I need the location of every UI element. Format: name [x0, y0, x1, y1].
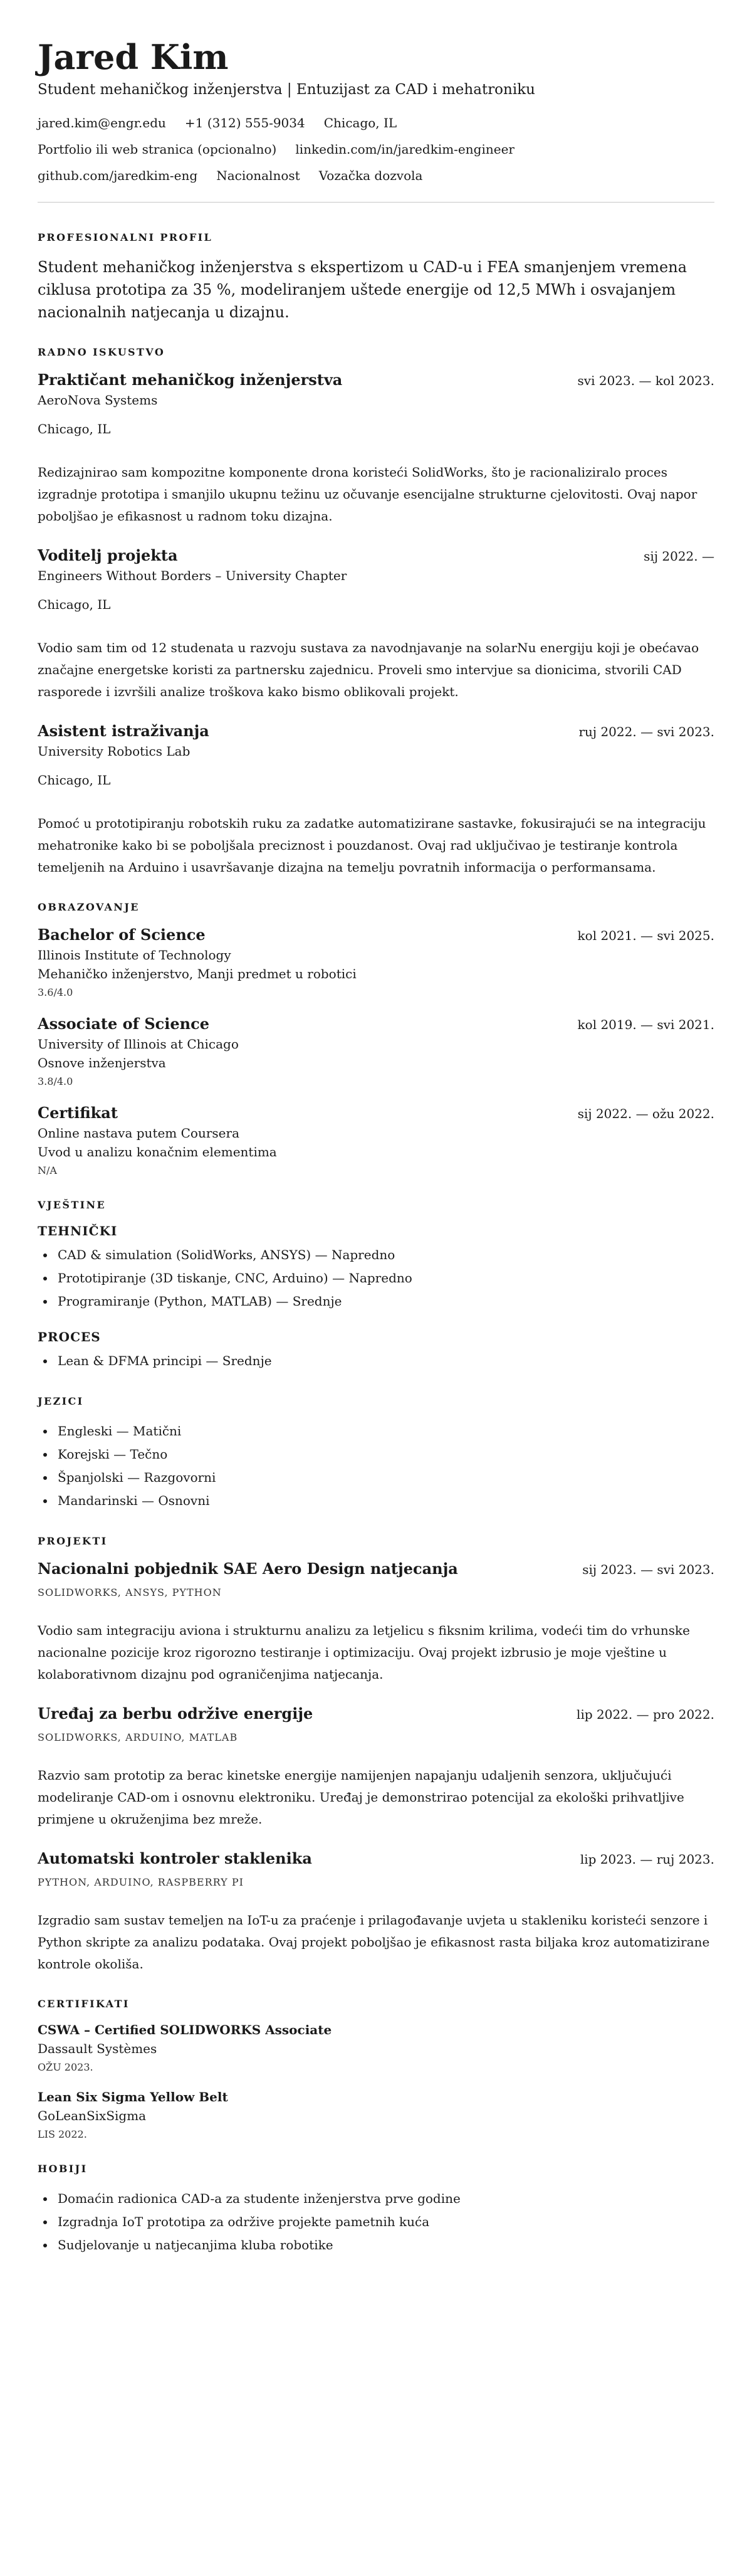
project-tech: SOLIDWORKS, ARDUINO, MATLAB	[38, 1731, 238, 1744]
grade: N/A	[38, 1164, 57, 1177]
skill-list	[38, 1243, 714, 1313]
section-title: RADNO ISKUSTVO	[38, 346, 165, 359]
profile-section	[38, 231, 714, 324]
contact-email[interactable]: jared.kim@engr.edu	[38, 115, 166, 131]
project-description: Razvio sam prototip za berac kinetske energije namijenjen napajanju udaljenih senzora, uključujući modeliranje CAD-om i osnovnu elektroniku. Uređaj je demonstrirao potencijal za ekološki prihvatljive primjene u okruženjima bez mreže.	[38, 1768, 684, 1827]
languages-section	[38, 1395, 714, 1512]
language-item: • Španjolski — Razgovorni	[55, 1466, 714, 1489]
contact-github[interactable]: github.com/jaredkim-eng	[38, 168, 198, 184]
contact-location: Chicago, IL	[323, 115, 397, 131]
language-item: • Korejski — Tečno	[55, 1443, 714, 1466]
project-name: Automatski kontroler staklenika	[38, 1849, 312, 1868]
skill-item: • Lean & DFMA principi — Srednje	[55, 1349, 714, 1373]
job-organization: AeroNova Systems	[38, 393, 158, 408]
project-name: Uređaj za berbu održive energije	[38, 1704, 313, 1723]
section-title: PROJEKTI	[38, 1535, 108, 1548]
skill-item: • Programiranje (Python, MATLAB) — Srednje	[55, 1290, 714, 1313]
header-divider	[38, 202, 714, 203]
job-location: Chicago, IL	[38, 421, 111, 437]
certificates-section	[38, 1998, 714, 2140]
certificate-entry	[38, 2089, 714, 2140]
education-entry	[38, 926, 714, 998]
project-dates: lip 2023. — ruj 2023.	[580, 1852, 714, 1867]
certificate-name: CSWA – Certified SOLIDWORKS Associate	[38, 2022, 332, 2038]
degree-title: Associate of Science	[38, 1015, 209, 1033]
project-entry	[38, 1560, 714, 1686]
skill-group-title: TEHNIČKI	[38, 1223, 118, 1239]
section-title: JEZICI	[38, 1395, 84, 1408]
project-dates: sij 2023. — svi 2023.	[582, 1562, 714, 1578]
section-title: VJEŠTINE	[38, 1199, 107, 1211]
job-title: Asistent istraživanja	[38, 722, 209, 741]
resume-header	[38, 38, 714, 183]
school-name: Illinois Institute of Technology	[38, 948, 231, 963]
education-entry	[38, 1015, 714, 1087]
degree-title: Bachelor of Science	[38, 926, 206, 944]
skill-item: • CAD & simulation (SolidWorks, ANSYS) — Napredno	[55, 1243, 714, 1267]
certificate-entry	[38, 2022, 714, 2073]
skill-item: • Prototipiranje (3D tiskanje, CNC, Arduino) — Napredno	[55, 1267, 714, 1290]
experience-entry	[38, 722, 714, 879]
project-tech: PYTHON, ARDUINO, RASPBERRY PI	[38, 1876, 244, 1889]
education-dates: kol 2019. — svi 2021.	[577, 1017, 714, 1033]
skill-list	[38, 1349, 714, 1373]
certificate-name: Lean Six Sigma Yellow Belt	[38, 2089, 228, 2105]
hobby-list	[38, 2187, 714, 2257]
language-item: • Mandarinski — Osnovni	[55, 1489, 714, 1512]
skills-section	[38, 1199, 714, 1373]
certificate-date: LIS 2022.	[38, 2128, 87, 2141]
contact-drivers-license: Vozačka dozvola	[318, 168, 423, 184]
experience-section	[38, 346, 714, 879]
grade: 3.8/4.0	[38, 1075, 73, 1088]
education-dates: sij 2022. — ožu 2022.	[577, 1106, 714, 1122]
school-name: Online nastava putem Coursera	[38, 1126, 240, 1141]
job-dates: sij 2022. —	[644, 549, 714, 564]
job-description: Redizajnirao sam kompozitne komponente drona koristeći SolidWorks, što je racionaliziralo proces izgradnje prototipa i smanjilo ukupnu težinu uz očuvanje esencijalne strukturne cjelovitosti. Ovaj napor poboljšao je efikasnost u radnom toku dizajna.	[38, 465, 697, 524]
candidate-name: Jared Kim	[38, 37, 229, 77]
project-name: Nacionalni pobjednik SAE Aero Design natjecanja	[38, 1560, 458, 1578]
certificate-issuer: Dassault Systèmes	[38, 2041, 157, 2057]
resume-page	[38, 0, 714, 2304]
hobby-item: • Sudjelovanje u natjecanjima kluba robotike	[55, 2234, 714, 2257]
project-entry	[38, 1704, 714, 1830]
certificate-issuer: GoLeanSixSigma	[38, 2108, 147, 2124]
experience-entry	[38, 546, 714, 703]
grade: 3.6/4.0	[38, 986, 73, 999]
contact-list	[38, 115, 577, 183]
projects-section	[38, 1535, 714, 1975]
project-dates: lip 2022. — pro 2022.	[577, 1707, 714, 1723]
job-location: Chicago, IL	[38, 773, 111, 788]
candidate-tagline: Student mehaničkog inženjerstva | Entuzijast za CAD i mehatroniku	[38, 82, 535, 98]
profile-summary: Student mehaničkog inženjerstva s ekspertizom u CAD-u i FEA smanjenjem vremena ciklusa prototipa za 35 %, modeliranjem uštede energije od 12,5 MWh i osvajanjem nacionalnih natjecanja u dizajnu.	[38, 258, 687, 322]
field-of-study: Uvod u analizu konačnim elementima	[38, 1144, 277, 1160]
education-dates: kol 2021. — svi 2025.	[577, 928, 714, 944]
project-description: Vodio sam integraciju aviona i strukturnu analizu za letjelicu s fiksnim krilima, vodeći tim do vrhunske nacionalne pozicije kroz rigorozno testiranje i optimizaciju. Ovaj projekt izbrusio je moje vještine u kolaborativnom dizajnu pod ograničenjima natjecanja.	[38, 1623, 690, 1682]
certificate-date: OŽU 2023.	[38, 2061, 93, 2074]
language-list	[38, 1420, 714, 1512]
degree-title: Certifikat	[38, 1104, 118, 1122]
contact-nationality: Nacionalnost	[216, 168, 300, 184]
section-title: OBRAZOVANJE	[38, 901, 140, 914]
contact-linkedin[interactable]: linkedin.com/in/jaredkim-engineer	[295, 142, 514, 157]
section-title: CERTIFIKATI	[38, 1998, 130, 2010]
job-dates: svi 2023. — kol 2023.	[577, 373, 714, 389]
job-location: Chicago, IL	[38, 597, 111, 613]
hobby-item: • Domaćin radionica CAD-a za studente inženjerstva prve godine	[55, 2187, 714, 2210]
job-organization: Engineers Without Borders – University Chapter	[38, 568, 347, 584]
contact-phone[interactable]: +1 (312) 555-9034	[184, 115, 305, 131]
job-dates: ruj 2022. — svi 2023.	[578, 724, 714, 740]
section-title: HOBIJI	[38, 2163, 88, 2175]
field-of-study: Mehaničko inženjerstvo, Manji predmet u robotici	[38, 966, 357, 982]
hobby-item: • Izgradnja IoT prototipa za održive projekte pametnih kuća	[55, 2210, 714, 2234]
job-title: Voditelj projekta	[38, 546, 178, 565]
language-item: • Engleski — Matični	[55, 1420, 714, 1443]
project-tech: SOLIDWORKS, ANSYS, PYTHON	[38, 1586, 222, 1599]
job-organization: University Robotics Lab	[38, 744, 191, 759]
experience-entry	[38, 371, 714, 527]
job-title: Praktičant mehaničkog inženjerstva	[38, 371, 343, 389]
project-entry	[38, 1849, 714, 1975]
contact-portfolio[interactable]: Portfolio ili web stranica (opcionalno)	[38, 142, 277, 157]
job-description: Vodio sam tim od 12 studenata u razvoju sustava za navodnjavanje na solarNu energiju koji je obećavao značajne energetske koristi za partnersku zajednicu. Proveli smo intervjue sa dionicima, stvorili CAD rasporede i izvršili analize troškova kako bismo oblikovali projekt.	[38, 640, 699, 700]
school-name: University of Illinois at Chicago	[38, 1037, 239, 1052]
education-section	[38, 901, 714, 1176]
project-description: Izgradio sam sustav temeljen na IoT-u za praćenje i prilagođavanje uvjeta u stakleniku koristeći senzore i Python skripte za analizu podataka. Ovaj projekt poboljšao je efikasnost rasta biljaka kroz automatizirane kontrole okoliša.	[38, 1913, 710, 1972]
section-title: PROFESIONALNI PROFIL	[38, 231, 213, 244]
education-entry	[38, 1104, 714, 1176]
hobbies-section	[38, 2163, 714, 2257]
field-of-study: Osnove inženjerstva	[38, 1055, 166, 1071]
skill-group-title: PROCES	[38, 1329, 101, 1345]
job-description: Pomoć u prototipiranju robotskih ruku za zadatke automatizirane sastavke, fokusirajući se na integraciju mehatronike kako bi se poboljšala preciznost i pouzdanost. Ovaj rad uključivao je testiranje kontrola temeljenih na Arduino i usavršavanje dizajna na temelju povratnih informacija o performansama.	[38, 816, 706, 875]
